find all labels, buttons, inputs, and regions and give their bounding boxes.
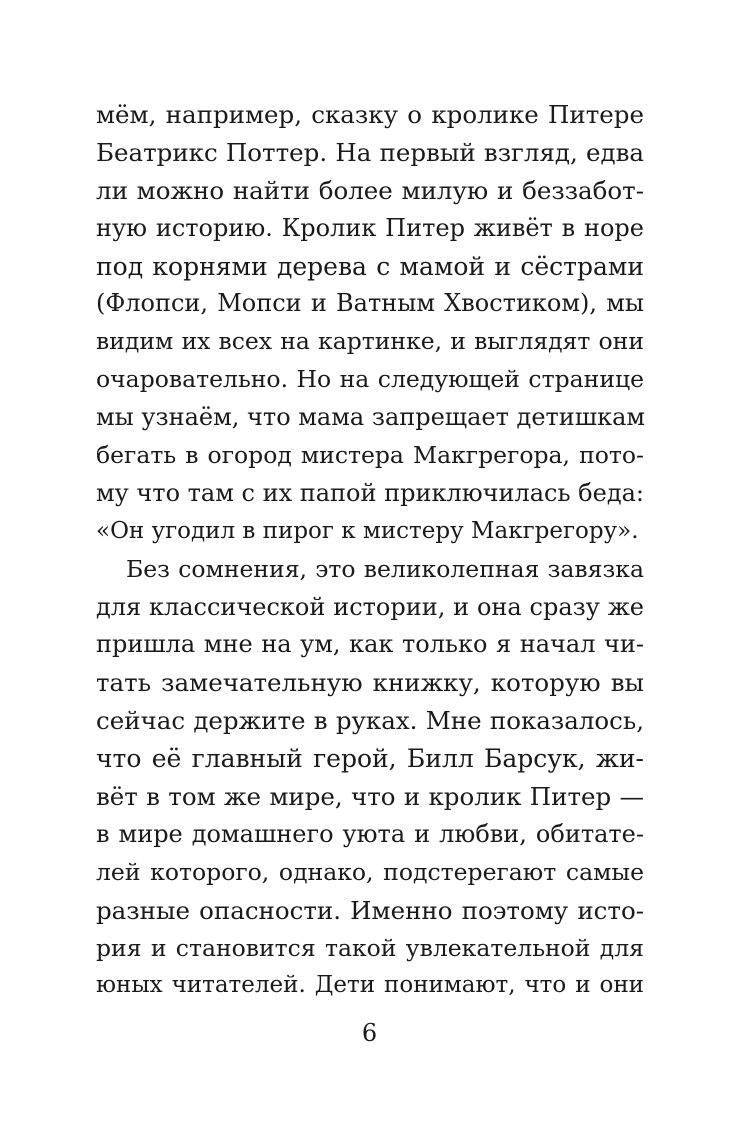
text-line: мы узнаём, что мама запрещает детишкам <box>96 403 646 432</box>
text-line: «Он угодил в пирог к мистеру Макгрегору». <box>96 517 639 544</box>
text-line: очаровательно. Но на следующей странице <box>96 365 644 394</box>
text-line: ную историю. Кролик Питер живёт в норе <box>96 213 644 242</box>
text-line: разные опасности. Именно поэтому исто- <box>96 895 644 925</box>
text-line: Беатрикс Поттер. На первый взгляд, едва <box>96 137 644 167</box>
text-line: пришла мне на ум, как только я начал чи- <box>96 630 644 659</box>
text-line: тать замечательную книжку, которую вы <box>96 668 644 698</box>
text-line: бегать в огород мистера Макгрегора, пото- <box>96 441 644 470</box>
text-line: рия и становится такой увлекательной для <box>96 933 644 962</box>
text-line: юных читателей. Дети понимают, что и они <box>96 972 644 999</box>
text-line: му что там с их папой приключилась беда: <box>96 478 645 507</box>
body-text <box>96 96 644 1005</box>
text-line: вёт в том же мире, что и кролик Питер — <box>96 782 644 812</box>
text-line: для классической истории, и она сразу же <box>96 592 644 621</box>
text-line: сейчас держите в руках. Мне показалось, <box>96 706 644 736</box>
text-line: мём, например, сказку о кролике Питере <box>96 100 644 129</box>
page-number: 6 <box>361 1019 378 1047</box>
text-line: видим их всех на картинке, и выглядят они <box>96 327 644 356</box>
text-line: что её главный герой, Билл Барсук, жи- <box>96 744 644 774</box>
text-line: в мире домашнего уюта и любви, обитате- <box>96 819 644 848</box>
text-line: под корнями дерева с мамой и сёстрами <box>96 251 644 281</box>
text-line: ли можно найти более милую и беззабот- <box>96 175 644 205</box>
text-line: Без сомнения, это великолепная завязка <box>126 554 644 583</box>
text-line: лей которого, однако, подстерегают самые <box>96 857 644 886</box>
text-line: (Флопси, Мопси и Ватным Хвостиком), мы <box>96 289 644 318</box>
